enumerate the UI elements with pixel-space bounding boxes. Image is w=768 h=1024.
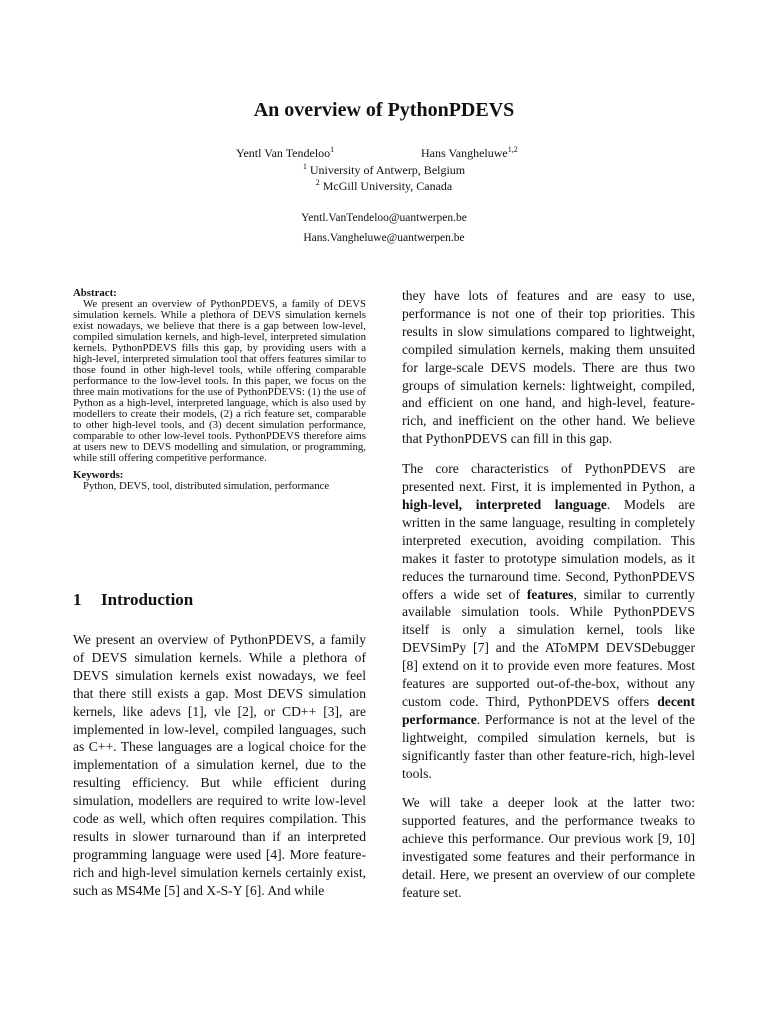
affiliation-text: University of Antwerp, Belgium bbox=[309, 163, 466, 177]
right-paragraph-2 bbox=[402, 460, 695, 782]
text-run: . Models are written in the same language, resulting in completely interpreted execution, avoiding compilation. This makes it faster to prototype simulation models, as it reduces the turnaround time. Second, PythonPDEVS offers a wide set of bbox=[402, 496, 695, 602]
emphasis-interpreted-language: high-level, interpreted language bbox=[402, 496, 607, 512]
abstract-label: Abstract: bbox=[73, 287, 117, 299]
text-run: The core characteristics of PythonPDEVS are presented next. First, it is implemented in Python, a bbox=[402, 461, 695, 495]
text-run: , similar to currently available simulation tools. While PythonPDEVS itself is only a simulation kernel, tools like DEVSimPy [7] and the AToMPM DEVSDebugger [8] extend on it to provide even more features. Most features are supported out-of-the-box, without any custom code. Third, PythonPDEVS offers bbox=[402, 586, 695, 709]
abstract-block bbox=[73, 288, 366, 492]
section-heading bbox=[73, 590, 193, 610]
email-2: Hans.Vangheluwe@uantwerpen.be bbox=[303, 232, 465, 244]
affiliation-text: McGill University, Canada bbox=[322, 179, 453, 193]
abstract-text: We present an overview of PythonPDEVS, a family of DEVS simulation kernels. While a plethora of DEVS simulation kernels exist nowadays, we believe that there is a gap between low-level, compiled simulation kernels, and high-level, interpreted simulation kernels. PythonPDEVS fills this gap, by providing users with a high-level, interpreted simulation tool that offers features similar to those found in other high-level tools, while offering comparable performance to the low-level tools. In this paper, we focus on the three main motivations for the use of PythonPDEVS: (1) the use of Python as a high-level, interpreted language, which is also used by modellers to create their models, (2) a rich feature set, comparable to other high-level tools, and (3) decent simulation performance, comparable to other low-level tools. PythonPDEVS therefore aims at users new to DEVS modelling and simulation, or programming, while still offering competitive performance. bbox=[73, 298, 366, 464]
affiliation-sup: 2 bbox=[315, 178, 320, 187]
keywords-text: Python, DEVS, tool, distributed simulation, performance bbox=[83, 480, 330, 492]
paper-title: An overview of PythonPDEVS bbox=[253, 99, 515, 121]
author-1 bbox=[236, 146, 334, 161]
affiliation-2 bbox=[0, 179, 768, 194]
intro-paragraph: We present an overview of PythonPDEVS, a family of DEVS simulation kernels. While a plethora of DEVS simulation kernels exist nowadays, we feel that there still exists a gap. Most DEVS simulation kernels, like adevs [1], vle [2], or CD++ [3], are implemented in low-level, compiled languages, such as C++. These languages are a logical choice for the implementation of a simulation kernel, due to the resulting efficiency. But while efficient during simulation, modellers are required to write low-level code as well, which often requires compilation. This results in slower turnaround than if an interpreted programming language were used [4]. More feature-rich and high-level simulation kernels certainly exist, such as MS4Me [5] and X-S-Y [6]. And while bbox=[73, 632, 366, 898]
section-number: 1 bbox=[73, 590, 82, 609]
author-sup: 1 bbox=[330, 145, 335, 154]
right-paragraph-3: We will take a deeper look at the latter two: supported features, and the performance tweaks to achieve this performance. Our previous work [9, 10] investigated some features and their performance in detail. Here, we present an overview of our complete feature set. bbox=[402, 795, 695, 900]
author-name: Yentl Van Tendeloo bbox=[236, 146, 331, 160]
emphasis-features: features bbox=[526, 586, 574, 602]
section-title: Introduction bbox=[101, 590, 194, 609]
author-name: Hans Vangheluwe bbox=[421, 146, 508, 160]
email-1: Yentl.VanTendeloo@uantwerpen.be bbox=[301, 212, 467, 224]
affiliation-sup: 1 bbox=[302, 162, 307, 171]
text-run: . Performance is not at the level of the lightweight, compiled simulation kernels, but is significantly faster than other feature-rich, high-level tools. bbox=[402, 711, 695, 781]
keywords-label: Keywords: bbox=[73, 469, 124, 481]
intro-left-column bbox=[73, 631, 366, 900]
affiliation-1 bbox=[0, 163, 768, 178]
right-column bbox=[402, 287, 695, 902]
author-2 bbox=[421, 146, 518, 161]
right-paragraph-1: they have lots of features and are easy to use, performance is not one of their top priorities. This results in slow simulations compared to lightweight, compiled simulation kernels, making them unsuited for large-scale DEVS models. There are thus two groups of simulation kernels: lightweight, compiled, and efficient on one hand, and high-level, feature-rich, and inefficient on the other hand. We believe that PythonPDEVS can fill in this gap. bbox=[402, 288, 695, 447]
author-sup: 1,2 bbox=[507, 145, 518, 154]
emphasis-performance: decent performance bbox=[402, 693, 695, 727]
